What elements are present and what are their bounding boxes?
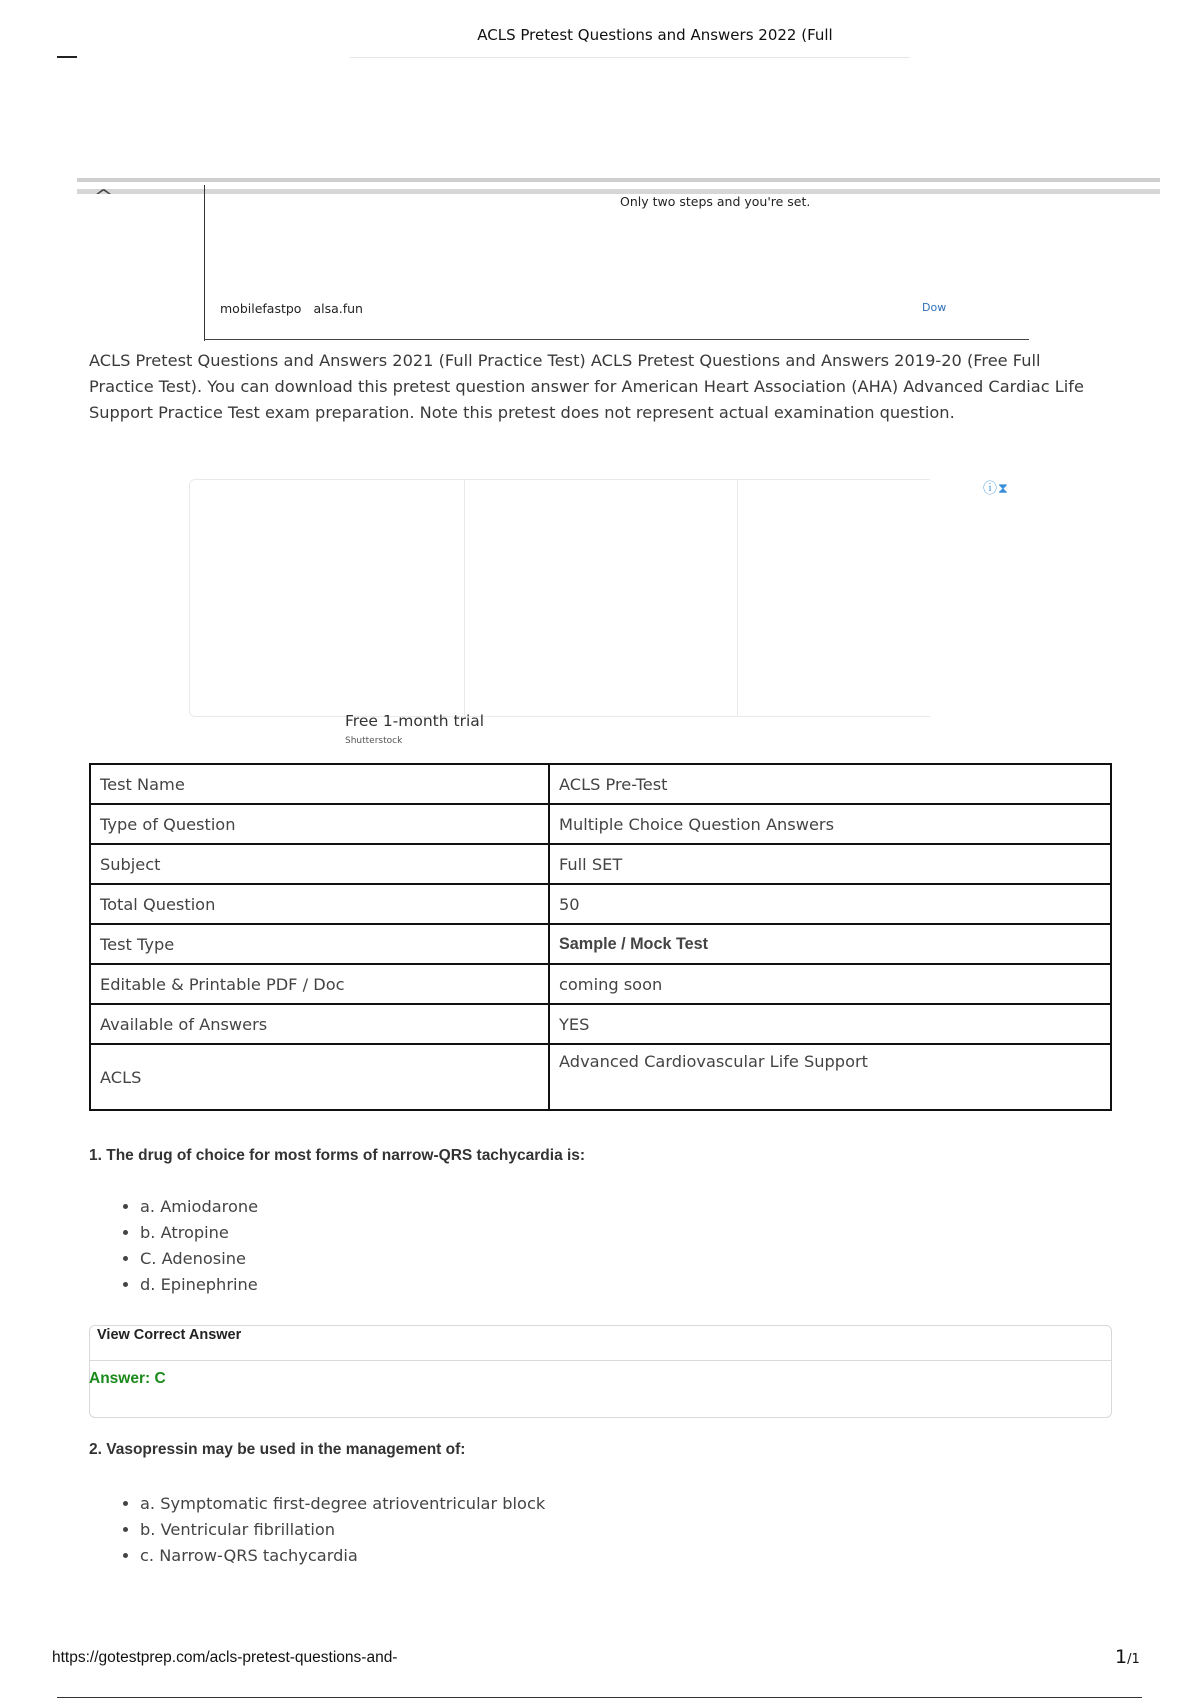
table-label: Subject [90,844,549,884]
view-answer-label: View Correct Answer [97,1327,242,1343]
ad-image-panel-1[interactable] [189,479,465,717]
footer-divider [57,1697,1142,1698]
question-1-options [116,1194,258,1298]
ad-divider-top [77,178,1160,182]
table-label: Type of Question [90,804,549,844]
acls-link[interactable]: Advanced Cardiovascular Life Support [549,1044,1111,1110]
answer-text: Answer: C [89,1370,166,1387]
table-row [90,764,1111,804]
table-row [90,804,1111,844]
table-label: Test Name [90,764,549,804]
page-current: 1 [1115,1646,1128,1668]
ad-image-panel-3[interactable] [737,479,930,717]
table-label: ACLS [90,1044,549,1110]
print-title: ACLS Pretest Questions and Answers 2022 (Full [477,26,833,44]
list-item: • C. Adenosine [140,1246,258,1272]
ad-site-labels[interactable] [220,301,375,316]
ad-site-1: mobilefastpo [220,301,302,316]
test-info-table [89,763,1112,1111]
table-label: Total Question [90,884,549,924]
table-value: Multiple Choice Question Answers [549,804,1111,844]
ad-caption[interactable]: Free 1-month trial [345,712,485,730]
table-value: coming soon [549,964,1111,1004]
table-row [90,884,1111,924]
ad-download-button[interactable]: Dow [922,301,947,314]
table-row [90,844,1111,884]
table-row [90,1004,1111,1044]
list-item: • c. Narrow-QRS tachycardia [140,1543,545,1569]
page-number [1115,1646,1140,1668]
table-value: YES [549,1004,1111,1044]
list-item: • b. Ventricular fibrillation [140,1517,545,1543]
list-item: • a. Symptomatic first-degree atrioventricular block [140,1491,545,1517]
ad-frame-bottom [204,339,1029,340]
info-icon[interactable]: ⓘ⧗ [983,481,1009,497]
ad-divider-bottom [77,189,1160,194]
table-label: Editable & Printable PDF / Doc [90,964,549,1004]
header-dash [57,56,77,58]
table-value: 50 [549,884,1111,924]
ad-tagline[interactable]: Only two steps and you're set. [620,194,811,209]
question-2-text: 2. Vasopressin may be used in the management of: [89,1441,466,1458]
table-row [90,924,1111,964]
test-name-link[interactable]: ACLS Pre-Test [549,764,1111,804]
view-answer-toggle[interactable] [89,1325,1112,1361]
table-value: Full SET [549,844,1111,884]
table-row [90,1044,1111,1110]
intro-paragraph: ACLS Pretest Questions and Answers 2021 (Full Practice Test) ACLS Pretest Questions and Answers 2019-20 (Free Full Practice Test). You can download this pretest question answer for American Heart Association (AHA) Advanced Cardiac Life Support Practice Test exam preparation. Note this pretest does not represent actual examination question. [89,351,1084,422]
ad-frame-left [204,185,205,341]
table-label: Test Type [90,924,549,964]
title-divider [350,57,910,58]
list-item: • a. Amiodarone [140,1194,258,1220]
list-item: • d. Epinephrine [140,1272,258,1298]
ad-site-2: alsa.fun [313,301,363,316]
list-item: • b. Atropine [140,1220,258,1246]
table-row [90,964,1111,1004]
ad-sponsor: Shutterstock [345,736,403,746]
question-2-options [116,1491,545,1569]
answer-panel [89,1360,1112,1418]
page-total: /1 [1127,1652,1140,1667]
footer-url: https://gotestprep.com/acls-pretest-questions-and- [52,1649,398,1666]
ad-image-panel-2[interactable] [464,479,738,717]
chevron-up-icon[interactable]: ^ [93,186,114,207]
table-label: Available of Answers [90,1004,549,1044]
question-1-text: 1. The drug of choice for most forms of narrow-QRS tachycardia is: [89,1147,586,1164]
table-value: Sample / Mock Test [549,924,1111,964]
